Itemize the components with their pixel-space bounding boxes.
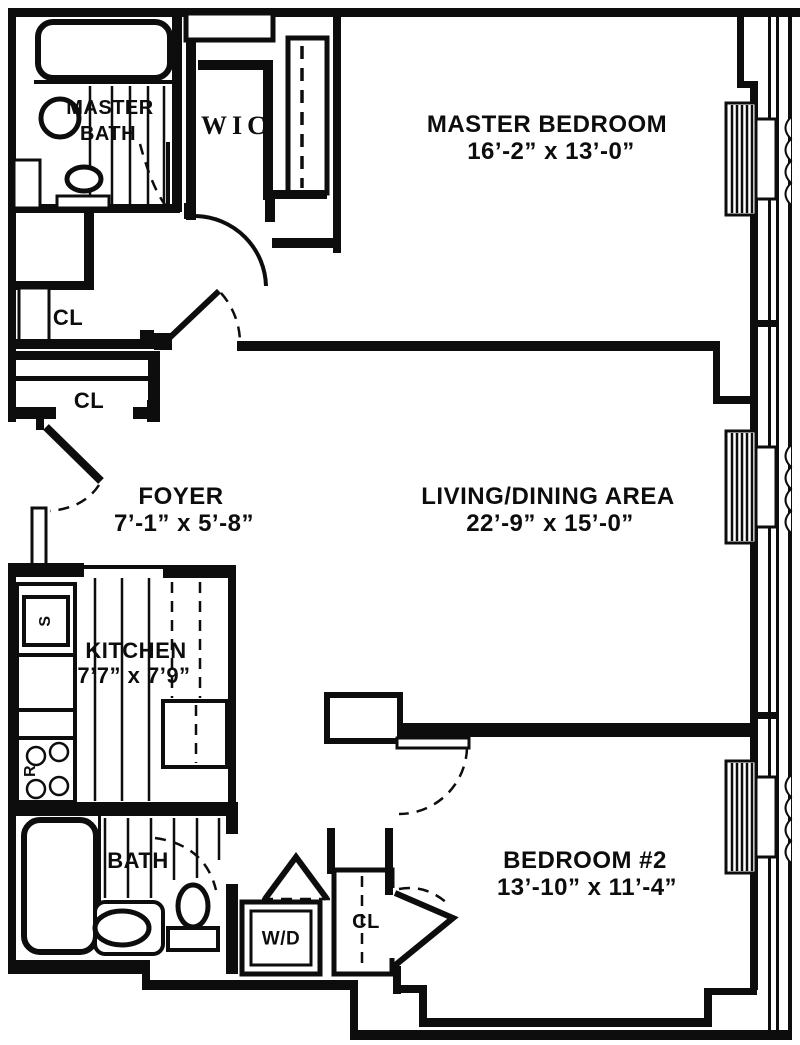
- label-washer-dryer: W/D: [261, 928, 301, 950]
- window-bedroom2: [726, 761, 791, 873]
- master-door-leaf: [163, 291, 219, 344]
- label-living-dining-dims: 22’-9” x 15’-0”: [466, 510, 634, 537]
- door-swing: [196, 216, 266, 286]
- label-kitchen-dims: 7’7” x 7’9”: [77, 663, 191, 688]
- label-bedroom2: BEDROOM #2: [503, 847, 667, 874]
- master-door-swing: [221, 293, 240, 341]
- label-closet-bedroom2: CL: [352, 911, 380, 933]
- label-closet-hall: CL: [52, 305, 84, 330]
- window-master-bedroom: [726, 103, 791, 215]
- label-wic: WIC: [201, 111, 271, 140]
- laundry: [242, 857, 330, 974]
- label-master-bedroom-dims: 16’-2” x 13’-0”: [467, 138, 635, 165]
- label-kitchen: KITCHEN: [85, 638, 187, 663]
- sink: [95, 911, 149, 945]
- label-living-dining: LIVING/DINING AREA: [421, 483, 675, 510]
- label-kitchen-sink: S: [37, 615, 54, 627]
- label-master-bath-2: BATH: [79, 123, 137, 145]
- label-bath: BATH: [107, 848, 169, 873]
- label-master-bedroom: MASTER BEDROOM: [426, 111, 668, 138]
- tile-lines: [95, 578, 149, 801]
- label-foyer-dims: 7’-1” x 5’-8”: [114, 510, 254, 537]
- bathtub: [38, 22, 170, 78]
- label-kitchen-range: R: [22, 764, 39, 778]
- pillar: [327, 695, 400, 741]
- label-master-bath-1: MASTER: [66, 97, 154, 119]
- counter: [17, 710, 75, 740]
- closet-doors: [393, 893, 453, 967]
- toilet: [178, 885, 208, 927]
- master-bedroom-walls: [237, 341, 757, 404]
- entry-door-leaf: [46, 427, 101, 481]
- walk-in-closet: [184, 8, 341, 286]
- label-foyer: FOYER: [138, 483, 224, 510]
- door-leaf: [397, 738, 469, 748]
- entry-door-swing: [50, 485, 99, 511]
- label-bedroom2-dims: 13’-10” x 11’-4”: [496, 874, 678, 901]
- bathtub: [24, 820, 96, 952]
- counter: [17, 655, 75, 712]
- door-swing: [399, 748, 467, 814]
- closet-column: [288, 38, 327, 193]
- window-living-dining: [726, 431, 791, 543]
- label-closet-foyer: CL: [73, 388, 105, 413]
- toilet: [67, 167, 101, 191]
- door-swing: [140, 144, 166, 206]
- bifold-doors: [265, 857, 327, 899]
